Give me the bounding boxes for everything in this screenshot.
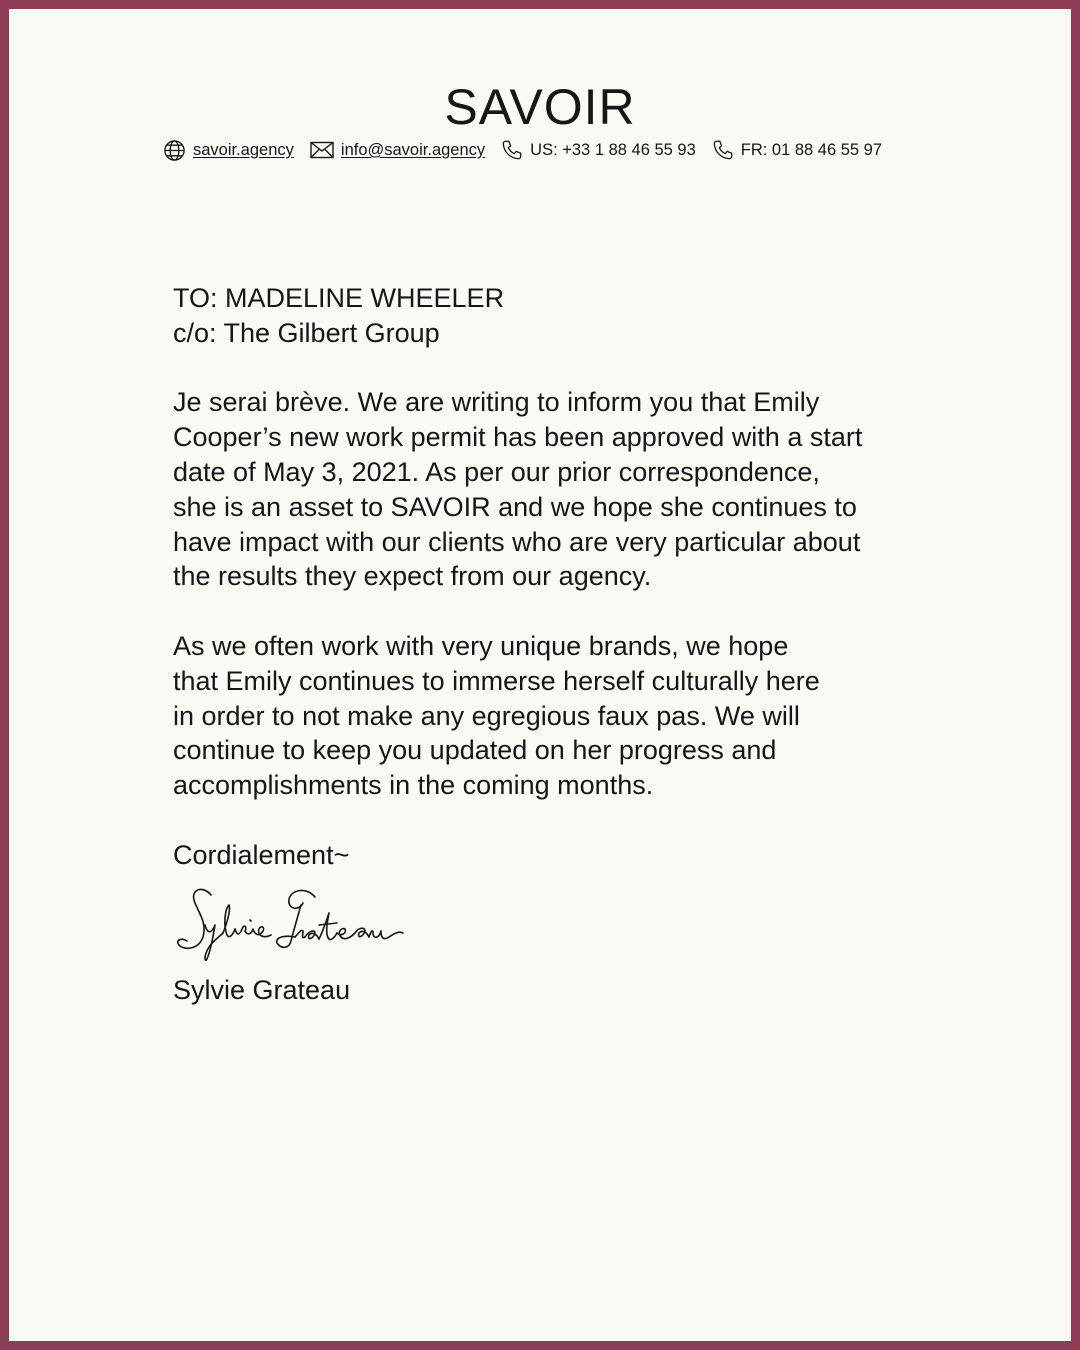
paragraph-line: have impact with our clients who are very particular about [173, 526, 861, 557]
paragraph-line: in order to not make any egregious faux pas. We will [173, 700, 800, 731]
website-link[interactable]: savoir.agency [193, 140, 294, 159]
paragraph-2 [173, 629, 953, 803]
phone-icon [501, 139, 523, 161]
paragraph-line: continue to keep you updated on her progress and [173, 735, 777, 766]
paragraph-line: As we often work with very unique brands, we hope [173, 630, 789, 661]
email-link[interactable]: info@savoir.agency [340, 140, 486, 159]
paragraph-line: that Emily continues to immerse herself culturally here [173, 665, 820, 696]
contact-website [163, 139, 294, 162]
phone-us-text[interactable]: US: +33 1 88 46 55 93 [530, 140, 696, 159]
recipient-line: TO: MADELINE WHEELER [173, 283, 505, 313]
phone-icon [712, 139, 734, 161]
envelope-icon [310, 141, 334, 159]
paragraph-line: Je serai brève. We are writing to inform you that Emily [173, 387, 820, 418]
contact-bar [163, 137, 923, 163]
contact-phone-fr [712, 139, 882, 161]
globe-icon [163, 139, 186, 162]
savoir-logo: SAVOIR [444, 79, 636, 135]
paragraph-line: Cooper’s new work permit has been approved with a start [173, 422, 863, 453]
contact-phone-us [501, 139, 696, 161]
paragraph-line: date of May 3, 2021. As per our prior correspondence, [173, 456, 820, 487]
phone-fr-text[interactable]: FR: 01 88 46 55 97 [740, 140, 883, 159]
paragraph-line: she is an asset to SAVOIR and we hope she continues to [173, 491, 857, 522]
closing-line: Cordialement~ [173, 839, 350, 870]
signer-name: Sylvie Grateau [173, 975, 351, 1005]
contact-email [310, 141, 485, 160]
letter-page [9, 9, 1071, 1341]
paragraph-1 [173, 385, 953, 594]
care-of-line: c/o: The Gilbert Group [173, 317, 440, 348]
letter-body [173, 281, 953, 873]
handwritten-signature [173, 875, 413, 965]
paragraph-line: accomplishments in the coming months. [173, 770, 654, 801]
paragraph-line: the results they expect from our agency. [173, 561, 652, 592]
